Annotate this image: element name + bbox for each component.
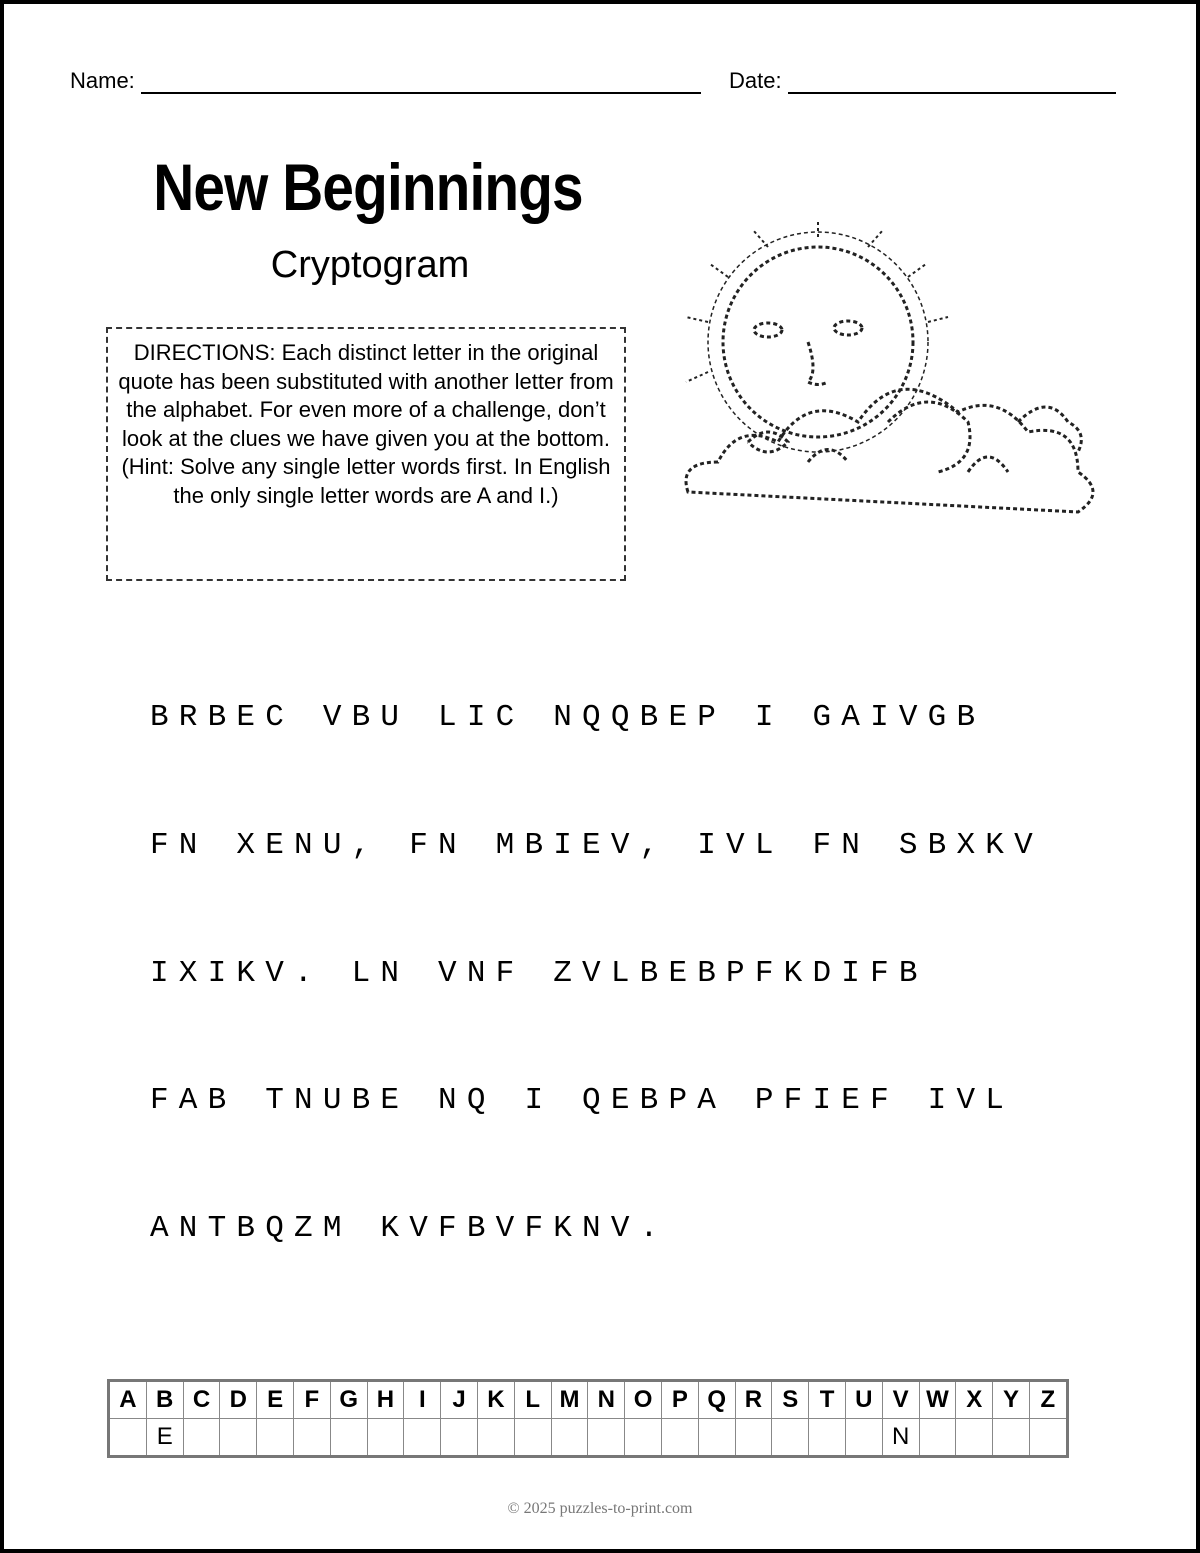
key-letter-s: S <box>772 1381 809 1419</box>
key-letter-o: O <box>625 1381 662 1419</box>
date-field[interactable] <box>729 68 1116 94</box>
answer-cell-f[interactable] <box>293 1419 330 1457</box>
answer-cell-r[interactable] <box>735 1419 772 1457</box>
footer-copyright: © 2025 puzzles-to-print.com <box>507 1500 693 1517</box>
key-letter-c: C <box>183 1381 220 1419</box>
key-letter-l: L <box>514 1381 551 1419</box>
answer-cell-o[interactable] <box>625 1419 662 1457</box>
key-letter-m: M <box>551 1381 588 1419</box>
answer-cell-s[interactable] <box>772 1419 809 1457</box>
key-letter-e: E <box>257 1381 294 1419</box>
cipher-line-5: ANTBQZM KVFBVFKNV. <box>150 1211 669 1246</box>
answer-cell-a[interactable] <box>109 1419 147 1457</box>
sun-cloud-illustration <box>668 222 1138 552</box>
key-letter-p: P <box>661 1381 698 1419</box>
date-line[interactable] <box>788 70 1116 94</box>
name-label: Name: <box>70 68 135 93</box>
key-letter-h: H <box>367 1381 404 1419</box>
key-letter-i: I <box>404 1381 441 1419</box>
answer-cell-c[interactable] <box>183 1419 220 1457</box>
key-letter-k: K <box>477 1381 514 1419</box>
answer-cell-u[interactable] <box>845 1419 882 1457</box>
answer-cell-b[interactable]: E <box>146 1419 183 1457</box>
cipher-line-3: IXIKV. LN VNF ZVLBEBPFKDIFB <box>150 956 928 991</box>
key-letter-y: Y <box>993 1381 1030 1419</box>
date-label: Date: <box>729 68 782 93</box>
key-letter-u: U <box>845 1381 882 1419</box>
key-letter-w: W <box>919 1381 956 1419</box>
answer-cell-z[interactable] <box>1029 1419 1067 1457</box>
key-letter-n: N <box>588 1381 625 1419</box>
answer-cell-n[interactable] <box>588 1419 625 1457</box>
answer-cell-d[interactable] <box>220 1419 257 1457</box>
answer-cell-t[interactable] <box>809 1419 846 1457</box>
page-subtitle: Cryptogram <box>270 244 470 286</box>
key-answers-row <box>109 1419 1068 1457</box>
key-letters-row <box>109 1381 1068 1419</box>
key-letter-z: Z <box>1029 1381 1067 1419</box>
name-line[interactable] <box>141 70 701 94</box>
answer-cell-e[interactable] <box>257 1419 294 1457</box>
key-letter-t: T <box>809 1381 846 1419</box>
answer-cell-k[interactable] <box>477 1419 514 1457</box>
answer-cell-m[interactable] <box>551 1419 588 1457</box>
page-title: New Beginnings <box>153 150 583 224</box>
key-letter-g: G <box>330 1381 367 1419</box>
cipher-key-table <box>107 1379 1069 1458</box>
answer-cell-g[interactable] <box>330 1419 367 1457</box>
answer-cell-i[interactable] <box>404 1419 441 1457</box>
directions-box: DIRECTIONS: Each distinct letter in the original quote has been substituted with another letter from the alphabet. For even more of a challenge, don’t look at the clues we have given you at the bottom. (Hint: Solve any single letter words first. In English the only single letter words are A and I.) <box>106 327 626 581</box>
answer-cell-q[interactable] <box>698 1419 735 1457</box>
answer-cell-w[interactable] <box>919 1419 956 1457</box>
key-letter-f: F <box>293 1381 330 1419</box>
cipher-line-1: BRBEC VBU LIC NQQBEP I GAIVGB <box>150 700 986 735</box>
answer-cell-p[interactable] <box>661 1419 698 1457</box>
answer-cell-j[interactable] <box>441 1419 478 1457</box>
answer-cell-y[interactable] <box>993 1419 1030 1457</box>
answer-cell-x[interactable] <box>956 1419 993 1457</box>
cipher-line-2: FN XENU, FN MBIEV, IVL FN SBXKV <box>150 828 1043 863</box>
key-letter-r: R <box>735 1381 772 1419</box>
answer-cell-v[interactable]: N <box>882 1419 919 1457</box>
key-letter-a: A <box>109 1381 147 1419</box>
key-letter-d: D <box>220 1381 257 1419</box>
name-field[interactable] <box>70 68 701 94</box>
answer-cell-l[interactable] <box>514 1419 551 1457</box>
key-letter-j: J <box>441 1381 478 1419</box>
key-letter-b: B <box>146 1381 183 1419</box>
key-letter-x: X <box>956 1381 993 1419</box>
answer-cell-h[interactable] <box>367 1419 404 1457</box>
key-letter-v: V <box>882 1381 919 1419</box>
key-letter-q: Q <box>698 1381 735 1419</box>
cipher-line-4: FAB TNUBE NQ I QEBPA PFIEF IVL <box>150 1083 1015 1118</box>
